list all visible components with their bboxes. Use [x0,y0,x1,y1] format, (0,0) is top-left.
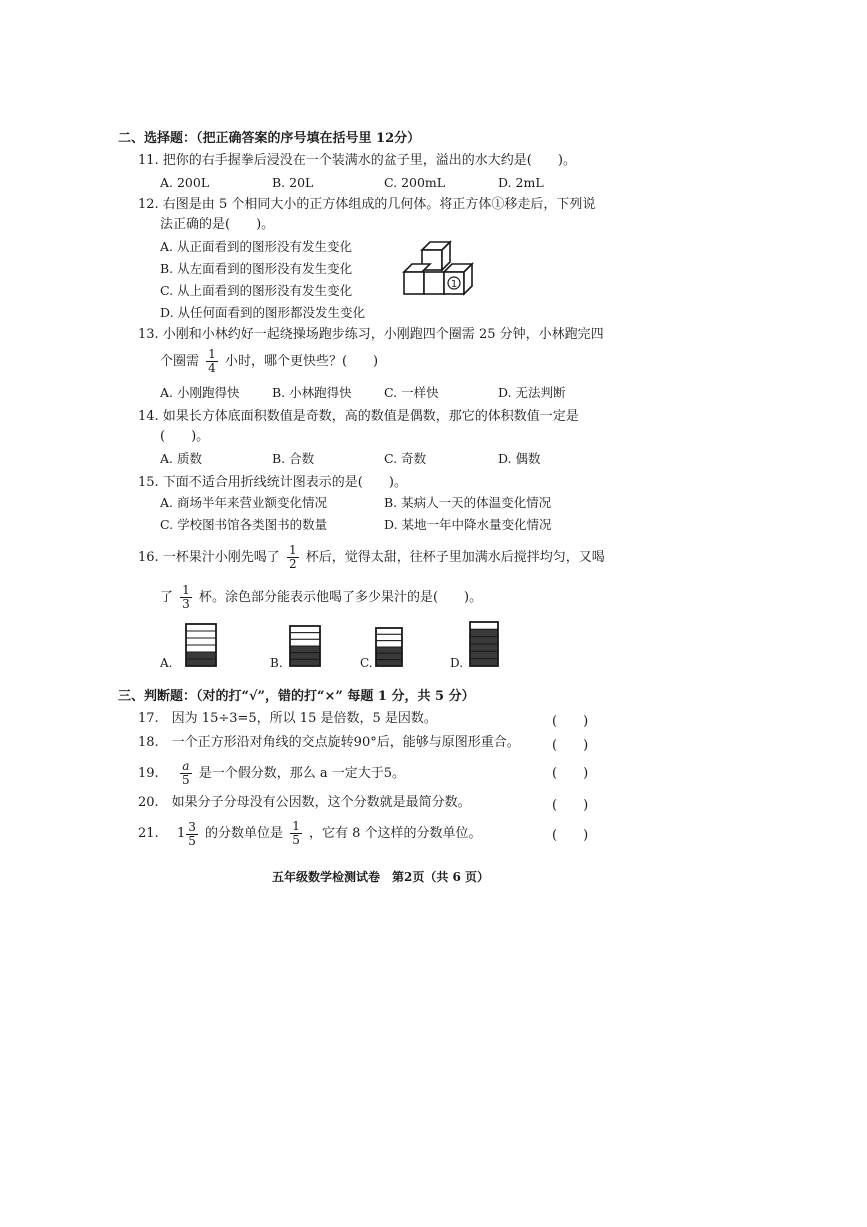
q16-fraction-2 [180,584,192,611]
q16-line1-after: 杯后，觉得太甜，往杯子里加满水后搅拌均匀，又喝 [305,550,605,565]
q19-frac-den: 5 [181,773,190,787]
q15-option-a: A. 商场半年来营业额变化情况 [160,495,327,510]
q15-option-d: D. 某地一年中降水量变化情况 [384,517,552,532]
cup-stripe [470,622,498,629]
q15-text: 15. 下面不适合用折线统计图表示的是( )。 [138,475,407,490]
q13-option-c: C. 一样快 [384,385,439,400]
page-footer: 五年级数学检测试卷 第2页（共 6 页） [272,870,490,884]
q13-frac-den: 4 [208,361,216,375]
q21-answer-paren: ( ) [552,828,589,843]
q16-line2-after: 杯。涂色部分能表示他喝了多少果汁的是( )。 [198,590,483,605]
q21-mixed-number [177,821,201,848]
cube-figure [398,236,480,302]
cup-c-label: C. [360,656,373,670]
q13-line2-before: 个圈需 [160,354,200,369]
q19-rest: 是一个假分数，那么 a 一定大于5。 [198,766,406,781]
q21-unit-fraction [290,820,302,847]
q13-line1: 13. 小刚和小林约好一起绕操场跑步练习，小刚跑四个圈需 25 分钟，小林跑完四 [138,327,604,342]
q13-option-b: B. 小林跑得快 [272,385,352,400]
cup-b [288,624,322,668]
cup-stripe [186,624,216,631]
cup-stripe [376,628,402,634]
q16-fraction-1 [287,544,299,571]
cup-stripe [186,659,216,666]
cup-stripe [376,647,402,653]
cube-1-label: 1 [450,279,458,290]
q16-frac1-num: 1 [288,543,297,557]
q12-line2: 法正确的是( )。 [160,217,275,232]
cup-stripe [376,653,402,659]
cup-stripe [186,631,216,638]
q12-option-c: C. 从上面看到的图形没有发生变化 [160,283,353,298]
q13-option-a: A. 小刚跑得快 [160,385,240,400]
q14-option-a: A. 质数 [160,451,202,466]
q19-answer-paren: ( ) [552,766,589,781]
q13-line2-after: 小时，哪个更快些？( ) [224,354,379,369]
q21-frac-num: 3 [188,819,196,834]
q21-unit-num: 1 [292,819,300,833]
cup-stripe [376,641,402,647]
cup-stripe [470,651,498,658]
cup-stripe [470,629,498,636]
q15-option-b: B. 某病人一天的体温变化情况 [384,495,552,510]
q18-text: 18. 一个正方形沿对角线的交点旋转90°后，能够与原图形重合。 [138,735,520,750]
cup-stripe [290,646,320,653]
cup-stripe [290,659,320,666]
q12-option-b: B. 从左面看到的图形没有发生变化 [160,261,353,276]
cup-stripe [186,638,216,645]
q14-option-b: B. 合数 [272,451,315,466]
q16-line2-before: 了 [160,590,174,605]
cup-stripe [186,645,216,652]
q17-text: 17. 因为 15÷3=5，所以 15 是倍数，5 是因数。 [138,711,437,726]
q21-whole: 1 [176,826,186,841]
cup-d [468,620,500,668]
q14-line1: 14. 如果长方体底面积数值是奇数，高的数值是偶数，那它的体积数值一定是 [138,409,579,424]
q11-option-d: D. 2mL [498,175,544,190]
q13-option-d: D. 无法判断 [498,385,566,400]
cup-a-label: A. [160,656,173,670]
q13-frac-num: 1 [208,347,216,361]
cup-c [374,626,404,668]
q19-fraction [180,760,192,787]
q14-option-c: C. 奇数 [384,451,427,466]
q11-option-c: C. 200mL [384,175,446,190]
q16-frac2-num: 1 [182,583,190,597]
q21-prefix: 21. [138,826,159,841]
q20-answer-paren: ( ) [552,798,589,813]
q19-text [138,760,405,787]
q21-frac-den: 5 [188,833,196,848]
q14-line2: ( )。 [160,429,210,444]
q21-unit-den: 5 [292,833,300,847]
q15-option-c: C. 学校图书馆各类图书的数量 [160,517,328,532]
q21-rest: ，它有 8 个这样的分数单位。 [308,826,482,841]
q11-option-b: B. 20L [272,175,314,190]
q12-option-a: A. 从正面看到的图形没有发生变化 [160,239,352,254]
q13-fraction [206,348,218,375]
cup-stripe [376,660,402,666]
q19-prefix: 19. [138,766,159,781]
cup-a [184,622,218,668]
cup-stripe [470,644,498,651]
cup-b-label: B. [270,656,283,670]
q16-line1-before: 16. 一杯果汁小刚先喝了 [138,550,280,565]
q16-frac2-den: 3 [182,597,190,611]
cup-stripe [290,653,320,660]
q21-fraction [186,821,198,848]
q16-line1 [138,544,605,571]
cup-stripe [290,626,320,633]
q19-frac-num: a [180,760,192,774]
cup-stripe [376,634,402,640]
q11-text: 11. 把你的右手握拳后浸没在一个装满水的盆子里，溢出的水大约是( )。 [138,153,576,168]
q16-line2 [160,584,482,611]
cup-stripe [470,659,498,666]
q21-mid: 的分数单位是 [205,826,284,841]
q18-answer-paren: ( ) [552,738,589,753]
q13-line2 [160,348,378,375]
q21-text [138,820,482,848]
q11-option-a: A. 200L [160,175,210,190]
q17-answer-paren: ( ) [552,714,589,729]
section3-heading: 三、判断题：（对的打“√”，错的打“×” 每题 1 分，共 5 分） [118,689,475,704]
cup-d-label: D. [450,656,464,670]
q16-frac1-den: 2 [288,557,297,571]
q12-line1: 12. 右图是由 5 个相同大小的正方体组成的几何体。将正方体①移走后，下列说 [138,197,596,212]
q14-option-d: D. 偶数 [498,451,541,466]
q12-option-d: D. 从任何面看到的图形都没发生变化 [160,305,366,320]
cup-stripe [186,652,216,659]
cup-stripe [290,639,320,646]
cup-stripe [470,637,498,644]
cup-stripe [290,633,320,640]
section2-heading: 二、选择题：（把正确答案的序号填在括号里 12分） [118,131,421,146]
q20-text: 20. 如果分子分母没有公因数，这个分数就是最简分数。 [138,795,471,810]
